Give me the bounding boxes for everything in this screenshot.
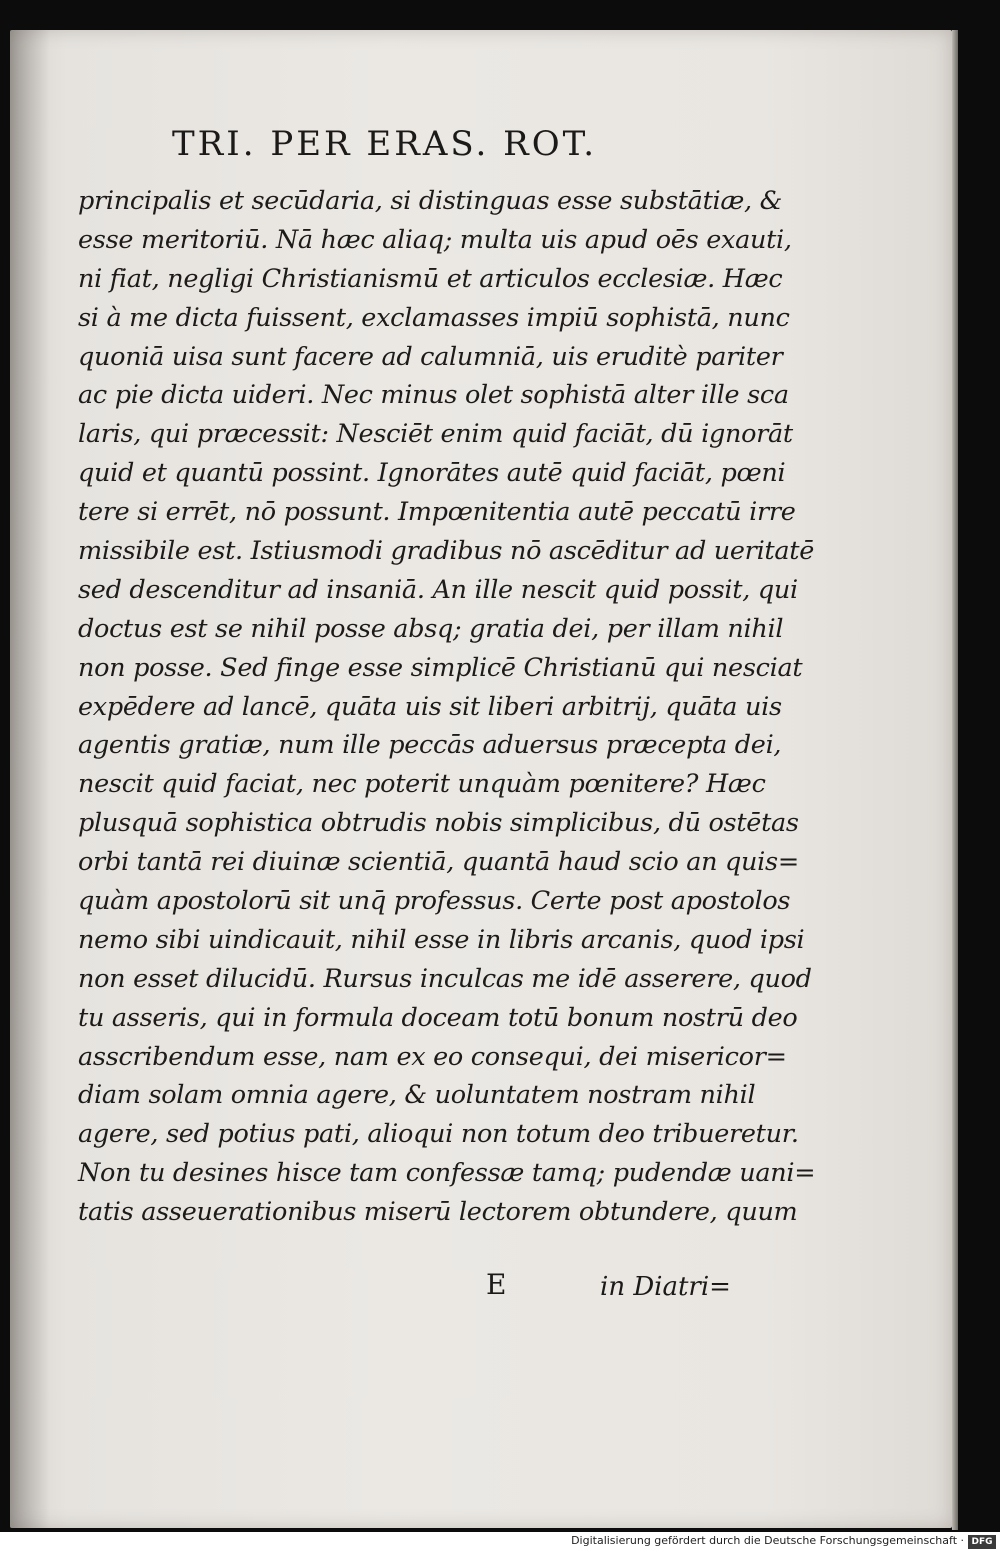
text-line: agentis gratiæ, num ille peccās aduersus præcepta dei, — [78, 730, 782, 761]
text-line: laris, qui præcessit: Nesciēt enim quid faciāt, dū ignorāt — [78, 419, 793, 450]
spine-shadow — [10, 30, 50, 1528]
text-line: principalis et secūdaria, si distinguas esse substātiæ, & — [78, 186, 783, 216]
footer-bar — [0, 1532, 1000, 1552]
text-line: agere, sed potius pati, alioqui non totum deo tribueretur. — [78, 1119, 799, 1150]
text-line: quàm apostolorū sit unq̄ professus. Certe post apostolos — [78, 886, 791, 917]
catchword: in Diatri= — [600, 1272, 731, 1302]
running-head: TRI. PER ERAS. ROT. — [172, 124, 598, 164]
text-line: doctus est se nihil posse absq; gratia dei, per illam nihil — [78, 613, 784, 644]
funding-credit: Digitalisierung gefördert durch die Deutsche Forschungsgemeinschaft · — [571, 1534, 964, 1547]
text-line: si à me dicta fuissent, exclamasses impiū sophistā, nunc — [78, 302, 790, 333]
text-line: quoniā uisa sunt facere ad calumniā, uis eruditè pariter — [78, 341, 783, 372]
dfg-logo-icon: DFG — [968, 1535, 996, 1549]
text-line: nemo sibi uindicauit, nihil esse in libris arcanis, quod ipsi — [78, 924, 805, 955]
text-line: missibile est. Istiusmodi gradibus nō ascēditur ad ueritatē — [78, 536, 815, 567]
text-line: ac pie dicta uideri. Nec minus olet sophistā alter ille sca — [78, 380, 789, 411]
text-line: non esset dilucidū. Rursus inculcas me idē asserere, quod — [78, 963, 812, 994]
text-line: sed descenditur ad insaniā. An ille nescit quid possit, qui — [78, 574, 798, 605]
text-line: non posse. Sed finge esse simplicē Christianū qui nesciat — [78, 652, 803, 683]
body-text — [78, 182, 816, 1232]
page-edge — [952, 30, 958, 1530]
text-line: diam solam omnia agere, & uoluntatem nostram nihil — [78, 1080, 756, 1111]
text-line: orbi tantā rei diuinæ scientiā, quantā haud scio an quis= — [78, 847, 799, 878]
text-line: tere si errēt, nō possunt. Impœnitentia autē peccatū irre — [78, 497, 796, 528]
text-line: nescit quid faciat, nec poterit unquàm pœnitere? Hæc — [78, 769, 766, 800]
text-line: plusquā sophistica obtrudis nobis simplicibus, dū ostētas — [78, 808, 799, 839]
signature-mark: E — [486, 1268, 507, 1301]
text-line: Non tu desines hisce tam confessæ tamq; pudendæ uani= — [78, 1158, 816, 1189]
text-line: asscribendum esse, nam ex eo consequi, dei misericor= — [78, 1041, 787, 1072]
text-line: ni fiat, negligi Christianismū et articulos ecclesiæ. Hæc — [78, 263, 783, 294]
text-line: expēdere ad lancē, quāta uis sit liberi arbitrij, quāta uis — [78, 691, 782, 722]
text-line: quid et quantū possint. Ignorātes autē quid faciāt, pœni — [78, 458, 786, 489]
text-line: tu asseris, qui in formula doceam totū bonum nostrū deo — [78, 1002, 798, 1033]
text-line: esse meritoriū. Nā hæc aliaq; multa uis apud oēs exauti, — [78, 224, 792, 255]
text-line: tatis asseuerationibus miserū lectorem obtundere, quum — [78, 1197, 798, 1228]
